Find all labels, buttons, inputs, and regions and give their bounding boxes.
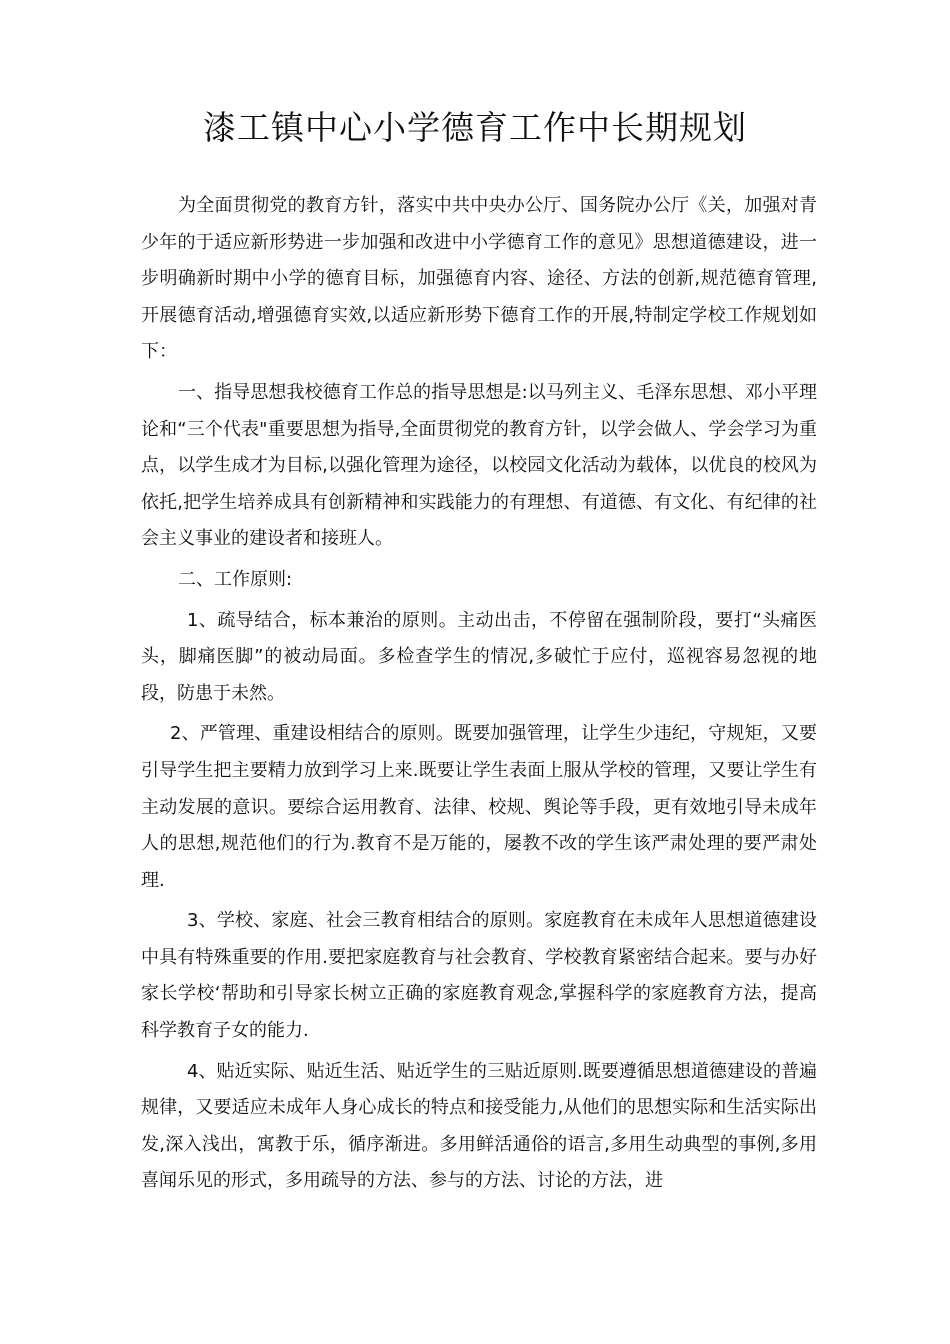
paragraph-principles-heading: 二、工作原则: — [178, 568, 293, 590]
paragraph-guiding-ideology: 一、指导思想我校德育工作总的指导思想是:以马列主义、毛泽东思想、邓小平理论和“三个代表"重要思想为指导,全面贯彻党的教育方针，以学会做人、学会学习为重点，以学生成才为目标,以强化管理为途径，以校园文化活动为载体，以优良的校风为依托,把学生培养成具有创新精神和实践能力的有理想、有道德、有文化、有纪律的社会主义事业的建设者和接班人。 — [141, 381, 817, 550]
document-body — [141, 188, 817, 1200]
paragraph-principle-1: 1、疏导结合，标本兼治的原则。主动出击，不停留在强制阶段，要打“头痛医头，脚痛医脚”的被动局面。多检查学生的情况,多破忙于应付，巡视容易忽视的地段，防患于未然。 — [141, 609, 817, 704]
page-title: 漆工镇中心小学德育工作中长期规划 — [203, 108, 747, 147]
paragraph-principle-2: 2、严管理、重建设相结合的原则。既要加强管理，让学生少违纪，守规矩，又要引导学生把主要精力放到学习上来.既要让学生表面上服从学校的管理，又要让学生有主动发展的意识。要综合运用教育、法律、校规、舆论等手段，更有效地引导未成年人的思想,规范他们的行为.教育不是万能的，屡教不改的学生该严肃处理的要严肃处理. — [141, 723, 817, 891]
paragraph-principle-4: 4、贴近实际、贴近生活、贴近学生的三贴近原则.既要遵循思想道德建设的普遍规律，又要适应未成年人身心成长的特点和接受能力,从他们的思想实际和生活实际出发,深入浅出，寓教于乐，循序渐进。多用鲜活通俗的语言,多用生动典型的事例,多用喜闻乐见的形式，多用疏导的方法、参与的方法、讨论的方法，进 — [141, 1060, 817, 1192]
paragraph-principle-3: 3、学校、家庭、社会三教育相结合的原则。家庭教育在未成年人思想道德建设中具有特殊重要的作用.要把家庭教育与社会教育、学校教育紧密结合起来。要与办好家长学校‘帮助和引导家长树立正确的家庭教育观念,掌握科学的家庭教育方法，提高科学教育子女的能力. — [141, 910, 817, 1042]
paragraph-intro: 为全面贯彻党的教育方针，落实中共中央办公厅、国务院办公厅《关，加强对青少年的于适应新形势进一步加强和改进中小学德育工作的意见》思想道德建设，进一步明确新时期中小学的德育目标，加强德育内容、途径、方法的创新,规范德育管理,开展德育活动,增强德育实效,以适应新形势下德育工作的开展,特制定学校工作规划如下： — [141, 195, 817, 363]
